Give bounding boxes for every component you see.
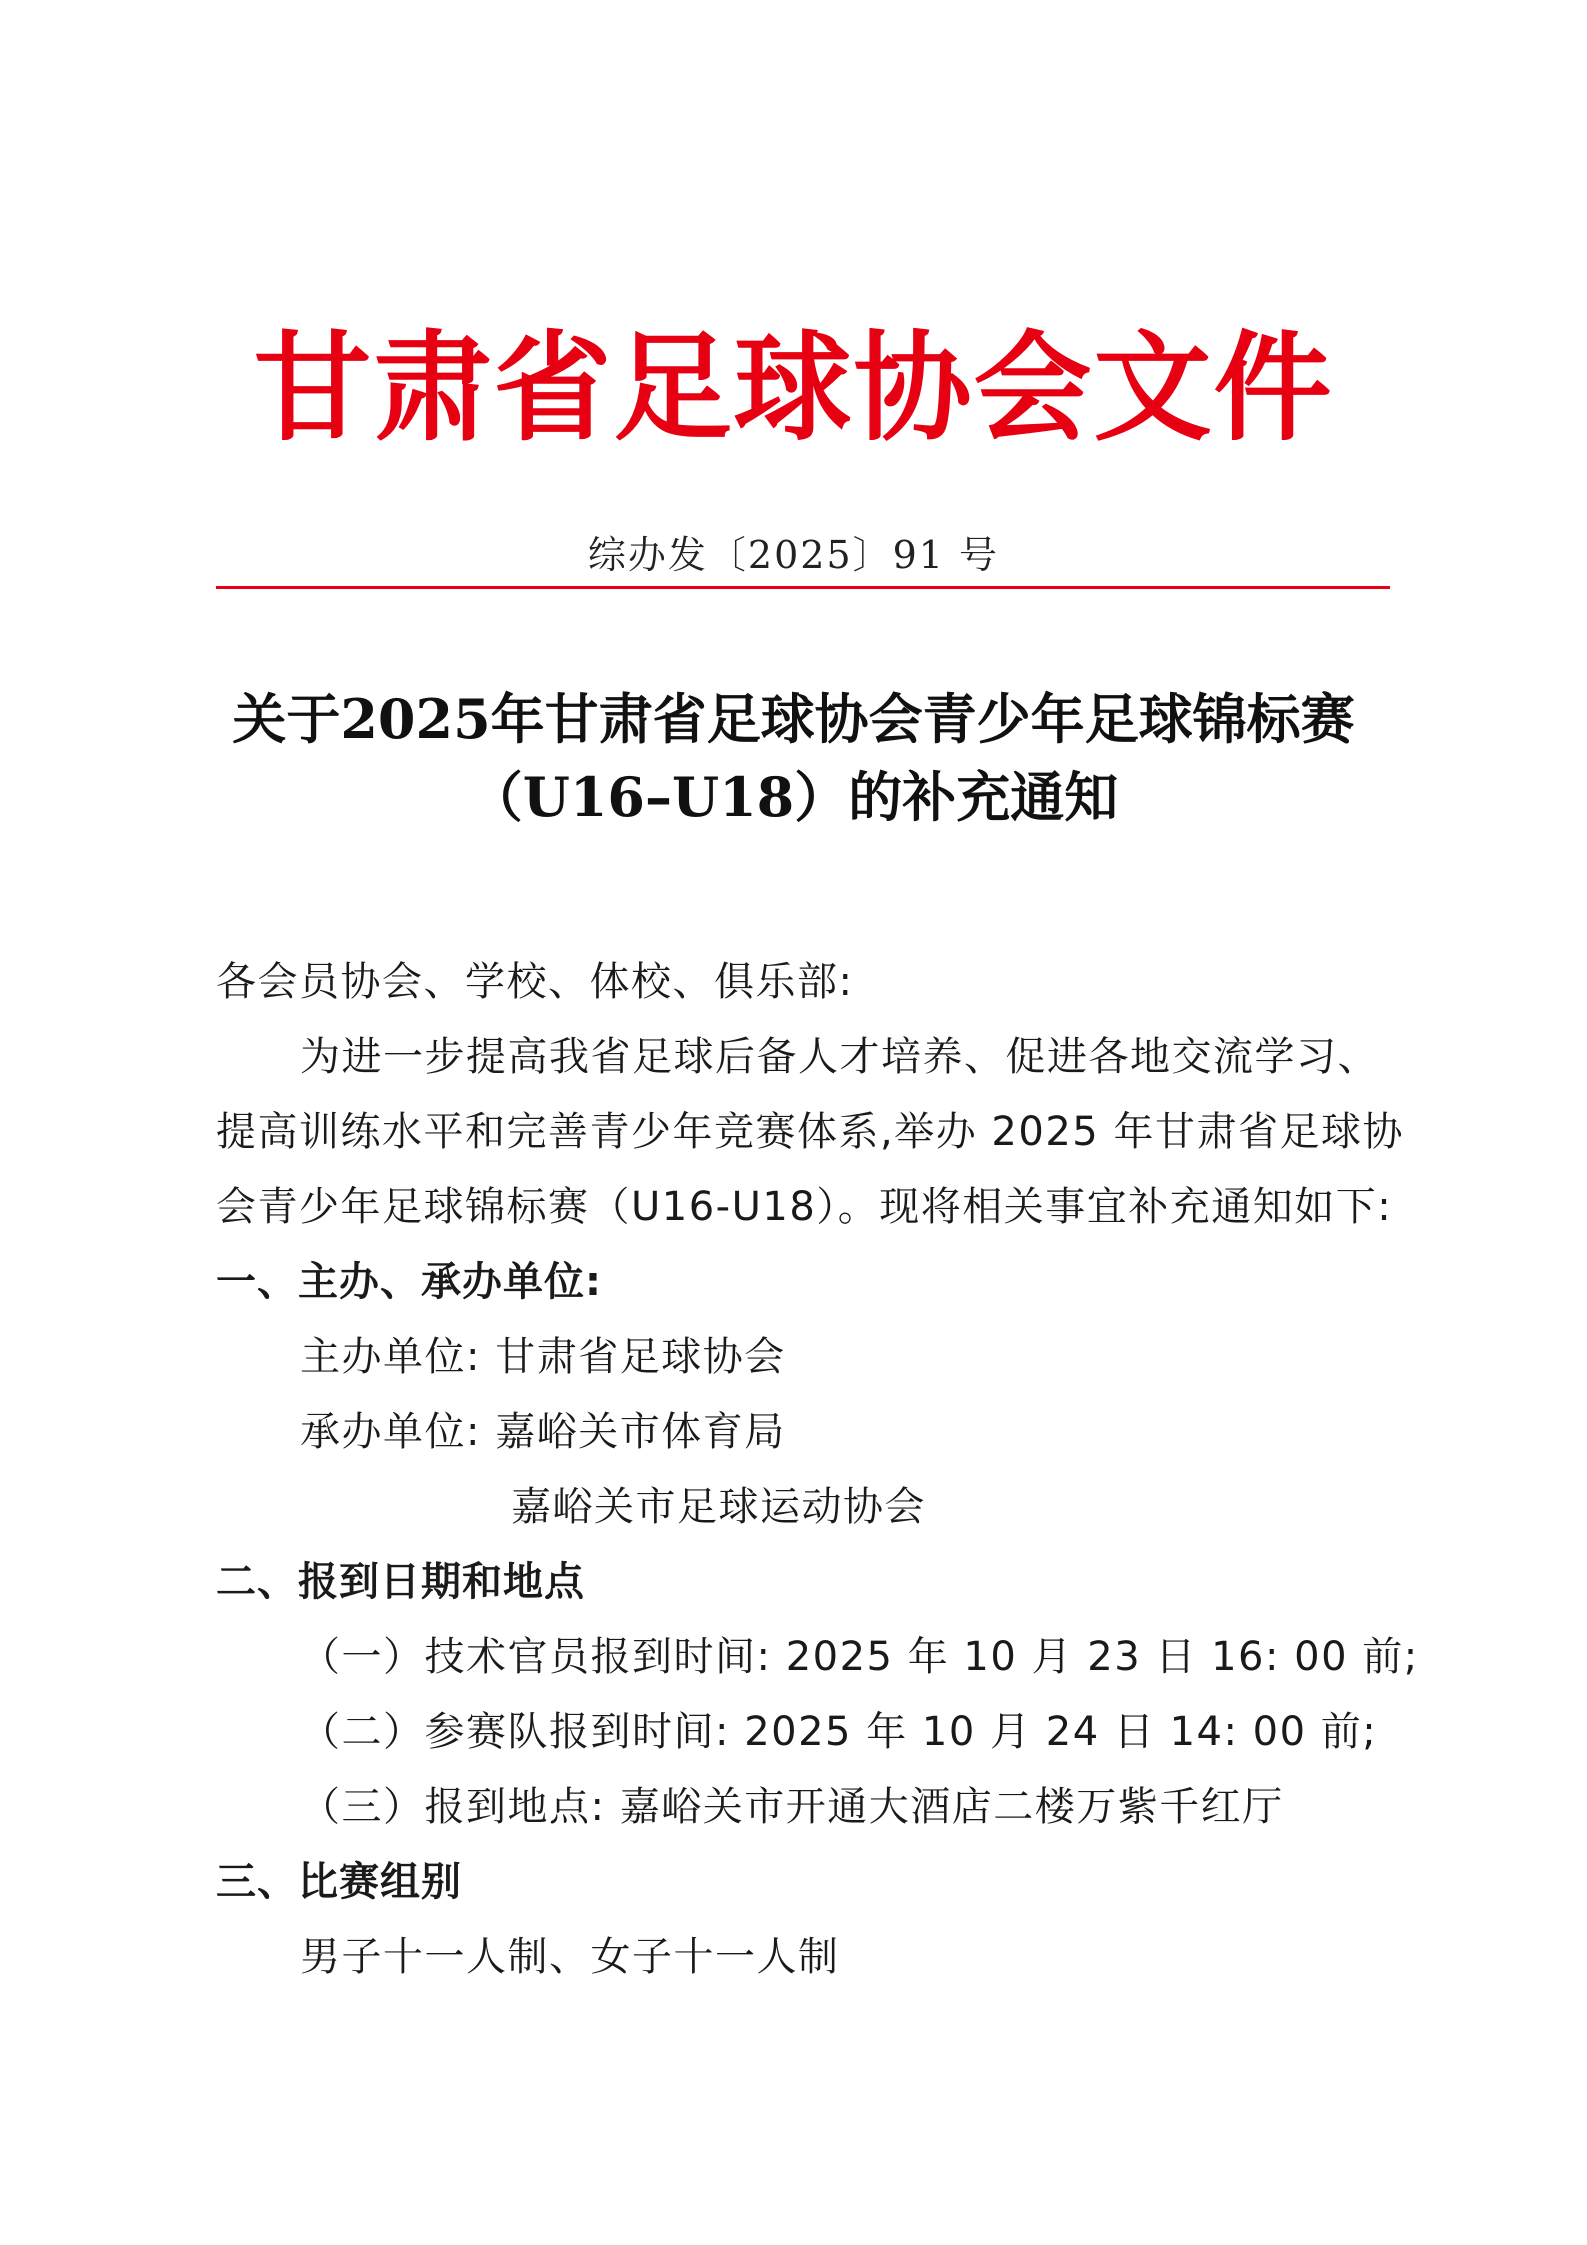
notice-title (0, 680, 1587, 836)
header-divider (216, 586, 1390, 589)
host-line-second: 嘉峪关市足球运动协会 (511, 1484, 926, 1530)
notice-title-line-1: 关于2025年甘肃省足球协会青少年足球锦标赛 (232, 687, 1355, 751)
intro-line-2: 提高训练水平和完善青少年竞赛体系,举办 2025 年甘肃省足球协 (216, 1109, 1404, 1155)
intro-line-3: 会青少年足球锦标赛（U16-U18）。现将相关事宜补充通知如下: (216, 1184, 1393, 1230)
report-item-1: （一）技术官员报到时间: 2025 年 10 月 23 日 16: 00 前; (300, 1634, 1419, 1680)
section-3-heading: 三、比赛组别 (216, 1859, 462, 1905)
report-item-2: （二）参赛队报到时间: 2025 年 10 月 24 日 14: 00 前; (300, 1709, 1378, 1755)
document-header-title: 甘肃省足球协会文件 (253, 318, 1334, 457)
section-2-heading: 二、报到日期和地点 (216, 1559, 585, 1605)
intro-line-1: 为进一步提高我省足球后备人才培养、促进各地交流学习、 (300, 1034, 1379, 1080)
document-number: 综办发〔2025〕91 号 (587, 533, 1000, 577)
section-3-content: 男子十一人制、女子十一人制 (300, 1934, 840, 1980)
salutation: 各会员协会、学校、体校、俱乐部: (216, 959, 854, 1005)
section-1-heading: 一、主办、承办单位: (216, 1259, 602, 1305)
report-item-3: （三）报到地点: 嘉峪关市开通大酒店二楼万紫千红厅 (300, 1784, 1284, 1830)
notice-title-line-2: （U16–U18）的补充通知 (468, 765, 1119, 829)
organizer-line: 主办单位: 甘肃省足球协会 (300, 1334, 786, 1380)
host-line: 承办单位: 嘉峪关市体育局 (300, 1409, 786, 1455)
